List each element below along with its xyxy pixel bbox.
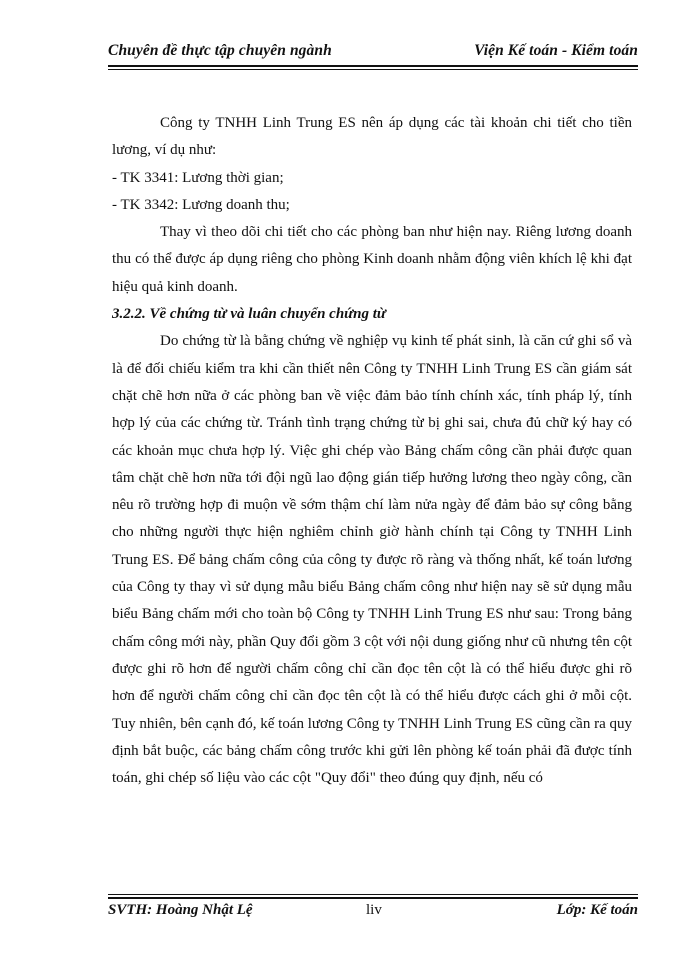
paragraph-accounts-intro: Công ty TNHH Linh Trung ES nên áp dụng các tài khoản chi tiết cho tiền lương, ví dụ như: bbox=[112, 115, 632, 159]
header-rule-thin bbox=[108, 69, 638, 70]
list-item-tk3341: - TK 3341: Lương thời gian; bbox=[112, 169, 284, 186]
footer-class: Lớp: Kế toán bbox=[556, 902, 638, 918]
footer-student: SVTH: Hoàng Nhật Lệ bbox=[108, 902, 253, 918]
page-header bbox=[108, 38, 638, 64]
footer-rule-thick bbox=[108, 897, 638, 899]
header-left-title: Chuyên đề thực tập chuyên ngành bbox=[108, 42, 332, 59]
page-footer bbox=[108, 900, 638, 924]
page-number: liv bbox=[366, 902, 382, 918]
footer-rule-thin bbox=[108, 894, 638, 895]
header-right-title: Viện Kế toán - Kiểm toán bbox=[474, 42, 638, 59]
section-heading: 3.2.2. Về chứng từ và luân chuyển chứng từ bbox=[112, 306, 386, 323]
header-rule-thick bbox=[108, 65, 638, 67]
paragraph-documents: Do chứng từ là bằng chứng về nghiệp vụ kinh tế phát sinh, là căn cứ ghi sổ và là để đối chiếu kiểm tra khi cần thiết nên Công ty TNHH Linh Trung ES cần giám sát chặt chẽ hơn nữa ở các phòng ban về việc đảm bảo tính chính xác, tính pháp lý, tính hợp lý của các chứng từ. Tránh tình trạng chứng từ bị ghi sai, chưa đủ chữ ký hay có các khoản mục chưa hợp lý. Việc ghi chép vào Bảng chấm công cần phải được quan tâm chặt chẽ hơn nữa tới đội ngũ lao động gián tiếp hưởng lương theo ngày công, cần nêu rõ trường hợp đi muộn về sớm thậm chí làm nửa ngày để đảm bảo sự công bằng cho những người thực hiện nghiêm chỉnh giờ hành chính tại Công ty TNHH Linh Trung ES. Để bảng chấm công của công ty được rõ ràng và thống nhất, kế toán lương của Công ty thay vì sử dụng mẫu biểu Bảng chấm công như hiện nay sẽ sử dụng mẫu biểu Bảng chấm mới cho toàn bộ Công ty TNHH Linh Trung ES như sau: Trong bảng chấm công mới này, phần Quy đổi gồm 3 cột với nội dung giống như cũ nhưng tên cột được ghi rõ hơn để người chấm công chỉ cần đọc tên cột là có thể hiểu được ghi rõ hơn để người chấm công chỉ cần đọc tên cột là có thể hiểu được cách ghi ở mỗi cột. Tuy nhiên, bên cạnh đó, kế toán lương Công ty TNHH Linh Trung ES cũng cần ra quy định bắt buộc, các bảng chấm công trước khi gửi lên phòng kế toán phải đã được tính toán, ghi chép số liệu vào các cột "Quy đổi" theo đúng quy định, nếu có bbox=[112, 333, 632, 787]
body-content bbox=[112, 110, 632, 792]
paragraph-department-tracking: Thay vì theo dõi chi tiết cho các phòng ban như hiện nay. Riêng lương doanh thu có thể được áp dụng riêng cho phòng Kinh doanh nhằm động viên khích lệ khi đạt hiệu quả kinh doanh. bbox=[112, 224, 632, 295]
list-item-tk3342: - TK 3342: Lương doanh thu; bbox=[112, 196, 290, 213]
